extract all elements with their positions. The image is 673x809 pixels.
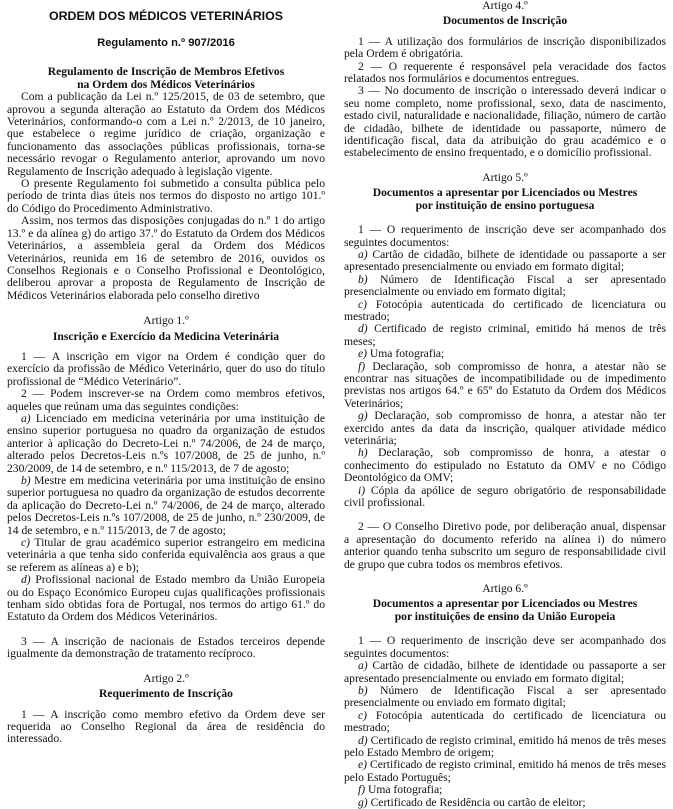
article-2-paragraph-1: 1 — A inscrição como membro efetivo da Ordem deve ser requerida ao Conselho Regional da área de residência do interessado. <box>7 707 325 746</box>
article-1-list-item <box>7 574 325 624</box>
article-6-list-item-text: Certificado de registo criminal, emitido há menos de três meses pelo Estado Português; <box>344 758 666 784</box>
article-5-list-item-text: Certificado de registo criminal, emitido há menos de três meses; <box>344 322 666 348</box>
article-5-title-line-2: por instituição de ensino portuguesa <box>415 198 595 212</box>
article-5-list-item <box>344 274 666 299</box>
article-4-number: Artigo 4.º <box>482 0 528 12</box>
article-5-list-item-letter: a) <box>358 247 368 261</box>
article-6-number: Artigo 6.º <box>482 582 528 596</box>
article-1-list-item <box>7 413 325 475</box>
article-5-list-item-text: Uma fotografia; <box>367 347 445 361</box>
article-5-list-item-letter: b) <box>358 272 368 286</box>
organization-name: ORDEM DOS MÉDICOS VETERINÁRIOS <box>48 9 284 23</box>
article-6-list-item <box>344 685 666 710</box>
article-6-list-item <box>344 735 666 760</box>
document-title <box>7 66 325 91</box>
article-1-list-item <box>7 475 325 537</box>
article-2-number: Artigo 2.º <box>143 671 189 685</box>
article-4-title: Documentos de Inscrição <box>442 14 568 28</box>
article-5-paragraph-1: 1 — O requerimento de inscrição deve ser acompanhado dos seguintes documentos: <box>344 223 666 249</box>
article-6-list-item-text: Número de Identificação Fiscal a ser apresentado presencialmente ou enviado em formato digital; <box>344 683 666 710</box>
article-6-list-item-letter: f) <box>358 783 366 797</box>
article-5-list-item <box>344 299 666 324</box>
article-1-list-item-letter: b) <box>21 474 31 487</box>
left-column <box>7 0 325 746</box>
article-5-title <box>344 187 666 212</box>
article-6-list-item-letter: d) <box>358 733 368 747</box>
article-1-list <box>7 413 325 624</box>
article-6-title-line-2: por instituições de ensino da União Europeia <box>394 609 616 623</box>
article-5-list-item-letter: g) <box>358 409 368 423</box>
right-column <box>344 0 666 809</box>
intro-paragraph-3: Assim, nos termos das disposições conjugadas do n.º 1 do artigo 13.º e da alínea g) do artigo 37.º do Estatuto da Ordem dos Médicos Veterinários, a assembleia geral da Ordem dos Médicos Veterinários, reunida em 16 de setembro de 2016, ouvidos os Conselhos Regionais e o Conselho Profissional e Deontológico, deliberou aprovar a proposta de Regulamento de Inscrição de Médicos Veterinários elaborada pelo conselho diretivo <box>7 214 325 302</box>
article-5-list-item-letter: i) <box>358 483 366 497</box>
article-5-list-item-letter: e) <box>358 347 368 361</box>
article-6-list-item-letter: e) <box>358 758 368 772</box>
article-5-list <box>344 249 666 510</box>
article-6-list-item-text: Certificado de Residência ou cartão de eleitor; <box>367 795 586 809</box>
article-6-title-line-1: Documentos a apresentar por Licenciados ou Mestres <box>372 597 638 611</box>
article-5-list-item-text: Cópia da apólice de seguro obrigatório de responsabilidade civil profissional. <box>344 483 666 510</box>
article-6-list-item <box>344 759 666 784</box>
article-5-list-item-letter: f) <box>358 359 366 373</box>
article-5-title-line-1: Documentos a apresentar por Licenciados ou Mestres <box>372 186 638 200</box>
article-5-list-item-text: Declaração, sob compromisso de honra, a atestar não ter exercido antes da data da inscrição, qualquer atividade médico veterinária; <box>344 409 666 447</box>
article-6-title <box>344 598 666 623</box>
document-title-line-2: na Ordem dos Médicos Veterinários <box>77 77 255 91</box>
article-1-list-item <box>7 537 325 574</box>
article-5-list-item-text: Fotocópia autenticada do certificado de licenciatura ou mestrado; <box>344 297 666 323</box>
article-1-list-item-letter: a) <box>21 411 31 425</box>
article-5-list-item-letter: d) <box>358 322 368 336</box>
article-1-list-item-text: Mestre em medicina veterinária por uma instituição de ensino superior portuguesa no quadro da organização de estudos decorrente da aplicação do Decreto-Lei n.º 74/2006, de 24 de março, alterado pelos Decretos-Leis n.ºs 107/2008, de 25 de junho, n.º 230/2009, de 14 de setembro, e n.º 115/2013, de 7 de agosto; <box>7 474 325 537</box>
article-1-title: Inscrição e Exercício da Medicina Veterinária <box>52 329 280 343</box>
article-1-list-item-letter: d) <box>21 573 31 587</box>
article-5-list-item <box>344 249 666 274</box>
article-5-list-item-text: Número de Identificação Fiscal a ser apresentado presencialmente ou enviado em formato digital; <box>344 272 666 299</box>
article-6-list-item-letter: g) <box>358 795 368 809</box>
article-6-list-item-text: Certificado de registo criminal, emitido há menos de três meses pelo Estado Membro de origem; <box>344 733 666 759</box>
article-1-list-item-text: Licenciado em medicina veterinária por uma instituição de ensino superior portuguesa no quadro da organização de estudos anterior à aplicação do Decreto-Lei n.º 74/2006, de 24 de março, alterado pelos Decretos-Leis n.ºs 107/2008, de 25 de junho, n.º 230/2009, de 14 de setembro, e n.º 115/2013, de 7 de agosto; <box>7 411 325 475</box>
article-5-list-item-letter: c) <box>358 297 368 311</box>
article-5-list-item-letter: h) <box>358 446 368 460</box>
article-5-list-item <box>344 447 666 484</box>
article-5-number: Artigo 5.º <box>482 170 528 184</box>
article-6-list-item-text: Fotocópia autenticada do certificado de licenciatura ou mestrado; <box>344 708 666 735</box>
article-5-list-item <box>344 323 666 348</box>
article-5-list-item-text: Declaração, sob compromisso de honra, a atestar o conhecimento do estipulado no Estatuto da OMV e no Código Deontológico da OMV; <box>344 446 666 485</box>
intro-paragraph-1: Com a publicação da Lei n.º 125/2015, de 03 de setembro, que aprovou a segunda alteração ao Estatuto da Ordem dos Médicos Veterinários, conformando-o com a Lei n.º 2/2013, de 10 janeiro, que estabelece o regime jurídico de criação, organização e funcionamento das associações públicas profissionais, torna-se necessário revogar o Regulamento anterior, aprovando um novo Regulamento de Inscrição adequado à legislação vigente. <box>7 90 325 178</box>
article-4-paragraph-2: 2 — O requerente é responsável pela veracidade dos factos relatados nos formulários e documentos entregues. <box>344 59 666 86</box>
article-2-title: Requerimento de Inscrição <box>99 687 233 701</box>
article-5-list-item-text: Declaração, sob compromisso de honra, a atestar não se encontrar nas situações de incompatibilidade ou de impedimento previstas nos artigos 64.º e 65º do Estatuto da Ordem dos Médicos Veterinários; <box>344 359 666 410</box>
article-6-list-item <box>344 660 666 685</box>
regulation-number: Regulamento n.º 907/2016 <box>97 37 235 49</box>
article-1-list-item-letter: c) <box>21 536 31 550</box>
article-5-list-item <box>344 361 666 411</box>
article-6-list-item-text: Cartão de cidadão, bilhete de identidade ou passaporte a ser apresentado presencialmente ou enviado em formato digital; <box>344 659 666 685</box>
article-5-list-item <box>344 485 666 510</box>
article-6-list-item-text: Uma fotografia; <box>365 783 443 797</box>
article-4-paragraph-3: 3 — No documento de inscrição o interessado deverá indicar o seu nome completo, nome profissional, sexo, data de nascimento, estado civil, naturalidade e nacionalidade, filiação, número de cartão de cidadão, bilhete de identidade ou passaporte, número de identificação fiscal, data da atribuição do grau académico e o estabelecimento de ensino frequentado, e o domicílio profissional. <box>344 84 666 160</box>
article-1-number: Artigo 1.º <box>143 314 189 328</box>
article-1-paragraph-2: 2 — Podem inscrever-se na Ordem como membros efetivos, aqueles que reúnam uma das seguintes condições: <box>7 387 325 413</box>
article-6-list-item-letter: a) <box>358 659 368 673</box>
document-title-line-1: Regulamento de Inscrição de Membros Efetivos <box>47 65 285 79</box>
article-6-list-item <box>344 710 666 735</box>
article-6-list <box>344 660 666 809</box>
article-4-paragraph-1: 1 — A utilização dos formulários de inscrição disponibilizados pela Ordem é obrigatória. <box>344 34 666 61</box>
article-6-list-item-letter: b) <box>358 683 368 697</box>
article-6-list-item <box>344 797 666 809</box>
article-5-list-item <box>344 410 666 447</box>
article-5-paragraph-2: 2 — O Conselho Diretivo pode, por deliberação anual, dispensar a apresentação do documento referido na alínea i) do número anterior quando tenha subscrito um seguro de responsabilidade civil de grupo que cubra todos os membros efetivos. <box>344 520 666 571</box>
article-1-paragraph-1: 1 — A inscrição em vigor na Ordem é condição quer do exercício da profissão de Médico Veterinário, quer do uso do título profissional de “Médico Veterinário”. <box>7 349 325 388</box>
article-1-list-item-text: Titular de grau académico superior estrangeiro em medicina veterinária a que tenha sido conferida equivalência aos graus a que se referem as alíneas a) e b); <box>7 536 325 574</box>
intro-paragraph-2: O presente Regulamento foi submetido a consulta pública pelo período de trinta dias úteis nos termos do disposto no artigo 101.º do Código do Procedimento Administrativo. <box>7 177 325 215</box>
article-6-paragraph-1: 1 — O requerimento de inscrição deve ser acompanhado dos seguintes documentos: <box>344 634 666 660</box>
article-1-paragraph-3: 3 — A inscrição de nacionais de Estados terceiros depende igualmente da demonstração de tratamento recíproco. <box>7 634 325 661</box>
article-5-list-item-text: Cartão de cidadão, bilhete de identidade ou passaporte a ser apresentado presencialmente ou enviado em formato digital; <box>344 247 666 274</box>
article-1-list-item-text: Profissional nacional de Estado membro da União Europeia ou do Espaço Económico Europeu cujas qualificações profissionais tenham sido obtidas fora de Portugal, nos termos do artigo 61.º do Estatuto da Ordem dos Médicos Veterinários. <box>7 573 325 624</box>
article-6-list-item-letter: c) <box>358 708 368 722</box>
